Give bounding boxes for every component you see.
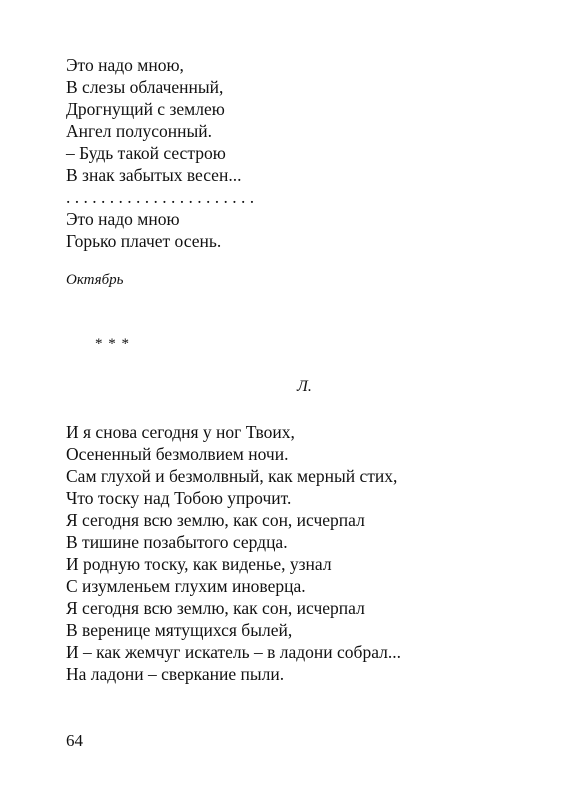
poem-line: Ангел полусонный. <box>66 121 212 141</box>
poem-line: В тишине позабытого сердца. <box>66 532 288 552</box>
poem-line: Сам глухой и безмолвный, как мерный стих, <box>66 466 398 486</box>
poem-line: В знак забытых весен... <box>66 165 242 185</box>
poem-stanza-top <box>66 54 254 252</box>
poem-line: В слезы облаченный, <box>66 77 224 97</box>
page-number: 64 <box>66 731 83 750</box>
poem-line: Осененный безмолвием ночи. <box>66 444 289 464</box>
ellipsis-line: . . . . . . . . . . . . . . . . . . . . . . <box>66 187 255 207</box>
poem-line: Что тоску над Тобою упрочит. <box>66 488 292 508</box>
poem-line: И я снова сегодня у ног Твоих, <box>66 422 295 442</box>
poem-line: На ладони – сверкание пыли. <box>66 664 285 684</box>
poem-dedication: Л. <box>297 378 312 395</box>
poem-line: С изумленьем глухим иноверца. <box>66 576 306 596</box>
poem-line: В веренице мятущихся былей, <box>66 620 293 640</box>
poem-line: Это надо мною, <box>66 55 184 75</box>
poem-line: Дрогнущий с землею <box>66 99 225 119</box>
poem-date: Октябрь <box>66 272 124 288</box>
poem-line: Горько плачет осень. <box>66 231 222 251</box>
poem-line: – Будь такой сестрою <box>66 143 226 163</box>
poem-line: Я сегодня всю землю, как сон, исчерпал <box>66 510 365 530</box>
poem-line: И – как жемчуг искатель – в ладони собрал... <box>66 642 401 662</box>
poem-body-bottom <box>66 421 401 685</box>
poem-line: Это надо мною <box>66 209 180 229</box>
poem-title-asterisks: * * * <box>95 336 130 352</box>
poem-line: И родную тоску, как виденье, узнал <box>66 554 332 574</box>
poem-line: Я сегодня всю землю, как сон, исчерпал <box>66 598 365 618</box>
